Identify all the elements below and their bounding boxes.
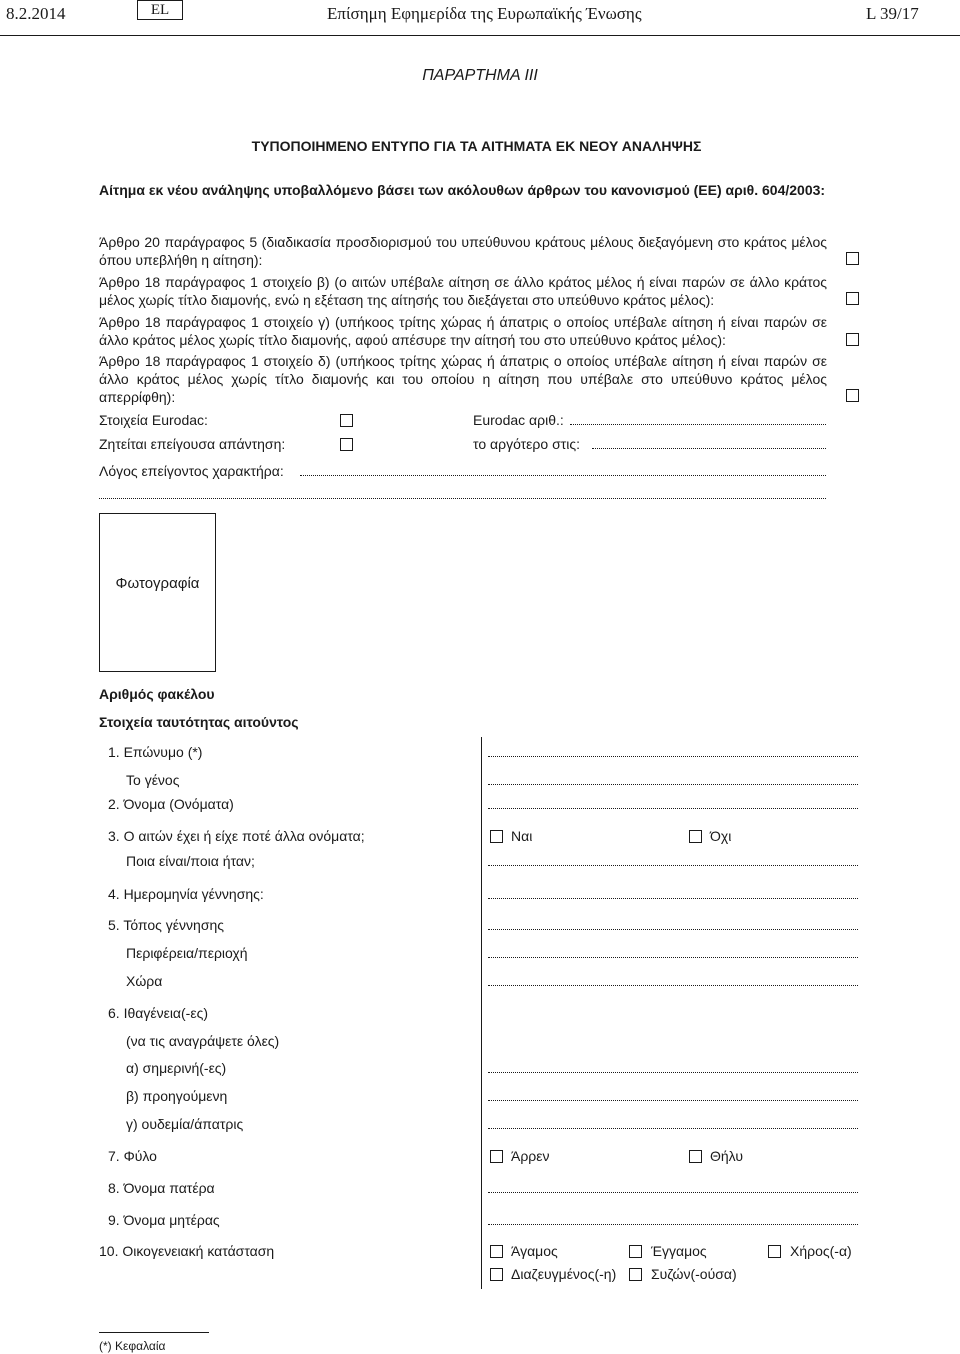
urgent-reply-label: Ζητείται επείγουσα απάντηση: — [99, 436, 286, 452]
urgency-reason-label: Λόγος επείγοντος χαρακτήρα: — [99, 463, 284, 479]
birth-name-field[interactable] — [488, 784, 858, 785]
forenames-field[interactable] — [488, 808, 858, 809]
article-20-5-checkbox[interactable] — [846, 252, 859, 265]
form-column-divider — [481, 737, 482, 1289]
marital-divorced-checkbox[interactable] — [490, 1268, 503, 1281]
marital-widowed-checkbox[interactable] — [768, 1245, 781, 1258]
other-names-yes-checkbox[interactable] — [490, 830, 503, 843]
which-names-label: Ποια είναι/ποια ήταν; — [126, 853, 255, 869]
sex-label: 7. Φύλο — [108, 1148, 157, 1164]
other-names-no-checkbox[interactable] — [689, 830, 702, 843]
country-field[interactable] — [488, 985, 858, 986]
annex-heading: ΠΑΡΑΡΤΗΜΑ ΙΙΙ — [422, 67, 538, 84]
article-18-1c-text: Άρθρο 18 παράγραφος 1 στοιχείο γ) (υπήκοος τρίτης χώρας ή άπατρις ο οποίος υπέβαλε αίτηση ή είναι παρών σε άλλο κράτος μέλος χωρίς τίτλο διαμονής, αφού απέσυρε την αίτησή του στο υπεύθυνο κράτος μέλος): — [99, 314, 827, 348]
marital-married-label: Έγγαμος — [651, 1243, 707, 1259]
file-number-heading: Αριθμός φακέλου — [99, 686, 215, 702]
other-names-label: 3. Ο αιτών έχει ή είχε ποτέ άλλα ονόματα; — [108, 828, 365, 844]
latest-date-field[interactable] — [592, 448, 826, 449]
other-names-no-label: Όχι — [710, 828, 732, 844]
mother-name-label: 9. Όνομα μητέρας — [108, 1212, 220, 1228]
nationality-current-field[interactable] — [488, 1072, 858, 1073]
which-names-field[interactable] — [488, 865, 858, 866]
marital-single-checkbox[interactable] — [490, 1245, 503, 1258]
eurodac-data-checkbox[interactable] — [340, 414, 353, 427]
form-title: ΤΥΠΟΠΟΙΗΜΕΝΟ ΕΝΤΥΠΟ ΓΙΑ ΤΑ ΑΙΤΗΜΑΤΑ ΕΚ ΝΕΟΥ ΑΝΑΛΗΨΗΣ — [251, 138, 702, 154]
footnote-rule — [99, 1332, 209, 1333]
marital-divorced-label: Διαζευγμένος(-η) — [511, 1266, 617, 1282]
language-code: EL — [137, 0, 183, 20]
eurodac-number-label: Eurodac αριθ.: — [473, 412, 564, 428]
photo-label: Φωτογραφία — [115, 575, 200, 592]
region-field[interactable] — [488, 957, 858, 958]
photo-box — [99, 513, 216, 672]
marital-married-checkbox[interactable] — [629, 1245, 642, 1258]
footnote-text: (*) Κεφαλαία — [99, 1339, 166, 1353]
marital-partner-label: Συζών(-ούσα) — [651, 1266, 737, 1282]
nationality-current-label: α) σημερινή(-ες) — [126, 1060, 227, 1076]
father-name-field[interactable] — [488, 1192, 858, 1193]
marital-single-label: Άγαμος — [511, 1243, 558, 1259]
sex-female-label: Θήλυ — [710, 1148, 743, 1164]
nationality-label: 6. Ιθαγένεια(-ες) — [108, 1005, 208, 1021]
article-20-5-text: Άρθρο 20 παράγραφος 5 (διαδικασία προσδιορισμού του υπεύθυνου κράτους μέλους διεξαγόμενη στο κράτος μέλος όπου υπεβλήθη η αίτηση): — [99, 234, 827, 268]
nationality-note: (να τις αναγράψετε όλες) — [126, 1033, 280, 1049]
marital-partner-checkbox[interactable] — [629, 1268, 642, 1281]
journal-title: Επίσημη Εφημερίδα της Ευρωπαϊκής Ένωσης — [327, 4, 642, 23]
article-18-1d-checkbox[interactable] — [846, 389, 859, 402]
urgency-reason-field-line-2[interactable] — [99, 498, 826, 499]
article-18-1d-text: Άρθρο 18 παράγραφος 1 στοιχείο δ) (υπήκοος τρίτης χώρας ή άπατρις ο οποίος υπέβαλε αίτηση ή είναι παρών σε άλλο κράτος μέλος χωρίς τίτλο διαμονής και του οποίου η αίτηση που υπέβαλε στο υπεύθυνο κράτος μέλος απερρίφθη): — [99, 353, 827, 405]
region-label: Περιφέρεια/περιοχή — [126, 945, 248, 961]
sex-male-checkbox[interactable] — [490, 1150, 503, 1163]
surname-label: 1. Επώνυμο (*) — [108, 744, 203, 760]
urgent-reply-checkbox[interactable] — [340, 438, 353, 451]
nationality-none-field[interactable] — [488, 1128, 858, 1129]
identity-heading: Στοιχεία ταυτότητας αιτούντος — [99, 714, 299, 730]
nationality-previous-label: β) προηγούμενη — [126, 1088, 228, 1104]
mother-name-field[interactable] — [488, 1224, 858, 1225]
birth-date-label: 4. Ημερομηνία γέννησης: — [108, 886, 264, 902]
latest-date-label: το αργότερο στις: — [473, 436, 580, 452]
birth-date-field[interactable] — [488, 898, 858, 899]
nationality-none-label: γ) ουδεμία/άπατρις — [126, 1116, 244, 1132]
article-18-1b-checkbox[interactable] — [846, 292, 859, 305]
birth-name-label: Το γένος — [126, 772, 180, 788]
page-reference: L 39/17 — [866, 4, 919, 23]
eurodac-number-field[interactable] — [570, 424, 826, 425]
urgency-reason-field[interactable] — [300, 475, 826, 476]
article-18-1c-checkbox[interactable] — [846, 333, 859, 346]
intro-text: Αίτημα εκ νέου ανάληψης υποβαλλόμενο βάσει των ακόλουθων άρθρων του κανονισμού (ΕΕ) αριθ. 604/2003: — [99, 182, 826, 198]
birth-place-label: 5. Τόπος γέννησης — [108, 917, 224, 933]
sex-male-label: Άρρεν — [511, 1148, 550, 1164]
journal-date: 8.2.2014 — [6, 4, 66, 23]
birth-place-field[interactable] — [488, 929, 858, 930]
country-label: Χώρα — [126, 973, 163, 989]
surname-field[interactable] — [488, 756, 858, 757]
father-name-label: 8. Όνομα πατέρα — [108, 1180, 215, 1196]
forenames-label: 2. Όνομα (Ονόματα) — [108, 796, 234, 812]
eurodac-data-label: Στοιχεία Eurodac: — [99, 412, 208, 428]
sex-female-checkbox[interactable] — [689, 1150, 702, 1163]
header-divider — [0, 35, 960, 36]
other-names-yes-label: Ναι — [511, 828, 533, 844]
marital-widowed-label: Χήρος(-α) — [790, 1243, 852, 1259]
marital-status-label: 10. Οικογενειακή κατάσταση — [99, 1243, 275, 1259]
article-18-1b-text: Άρθρο 18 παράγραφος 1 στοιχείο β) (ο αιτών υπέβαλε αίτηση σε άλλο κράτος μέλος ή είναι παρών σε άλλο κράτος μέλος χωρίς τίτλο διαμονής, ενώ η εξέταση της αίτησής του διεξάγεται στο υπεύθυνο κράτος μέλος): — [99, 274, 827, 308]
nationality-previous-field[interactable] — [488, 1100, 858, 1101]
